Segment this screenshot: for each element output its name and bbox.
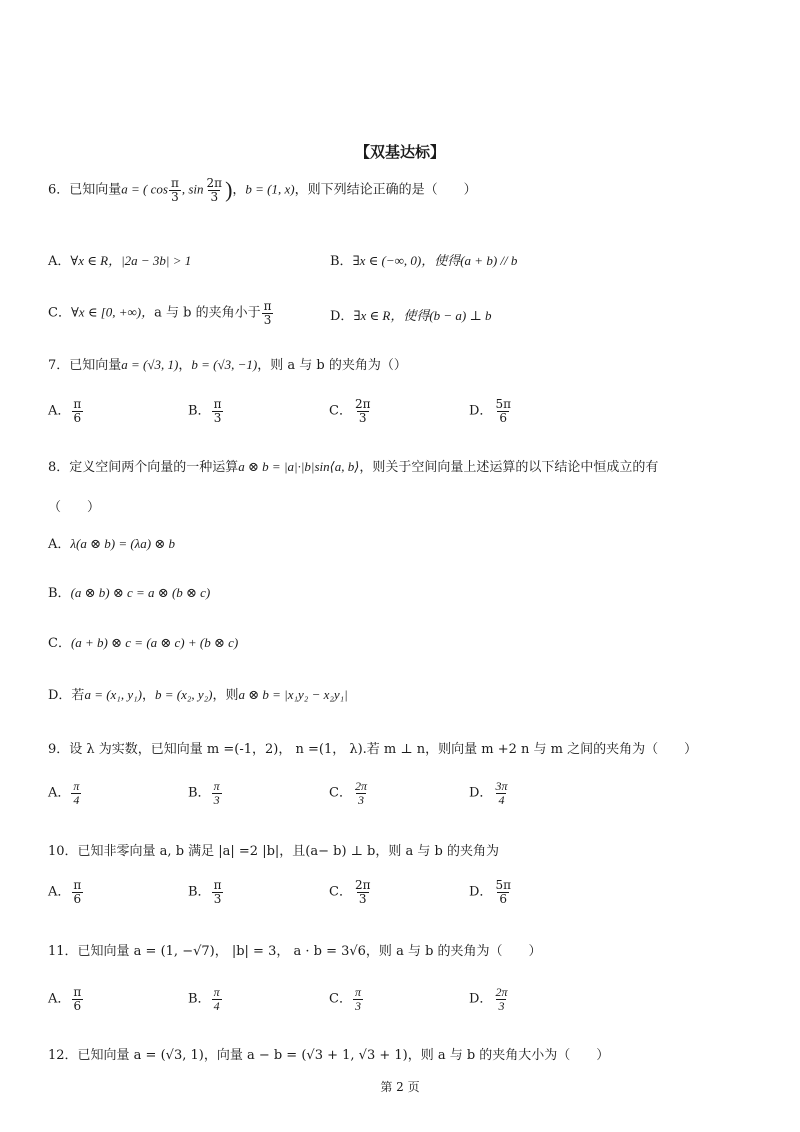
frac-num: π xyxy=(73,779,80,793)
frac-num: π xyxy=(213,397,222,411)
q11-option-a xyxy=(48,986,84,1012)
frac-den: 3 xyxy=(498,998,505,1013)
q8-answer-paren: （ ） xyxy=(48,500,101,515)
option-math: a 与 b 的夹角小于 xyxy=(154,305,261,321)
q7-vector-b: b = (√3, −1) xyxy=(191,357,258,372)
option-math: |2a − 3b| > 1 xyxy=(121,253,192,268)
option-frac xyxy=(353,780,369,806)
option-label: A． xyxy=(48,537,71,552)
frac-num: π xyxy=(73,397,82,411)
q8-option-b xyxy=(48,582,210,601)
option-label: D． xyxy=(469,991,493,1007)
q8-stem-text: 8．定义空间两个向量的一种运算 xyxy=(48,460,239,475)
q11-option-c xyxy=(329,986,364,1012)
option-frac xyxy=(353,879,373,905)
q8-option-a xyxy=(48,533,175,552)
q6-sep: ， xyxy=(232,182,246,198)
q11-option-b xyxy=(188,986,223,1012)
option-label: A． xyxy=(48,884,71,900)
option-math: (a + b) ⊗ c = (a ⊗ c) + (b ⊗ c) xyxy=(70,635,239,650)
q8-tail: ，则关于空间向量上述运算的以下结论中恒成立的有 xyxy=(359,460,659,475)
page-number: 第 2 页 xyxy=(380,1080,420,1094)
option-label: B． xyxy=(48,586,71,601)
frac-num: π xyxy=(170,176,179,190)
q6-option-a xyxy=(48,250,191,269)
frac-den: 4 xyxy=(73,792,80,807)
q9-option-d xyxy=(469,780,510,806)
option-label: D． xyxy=(469,884,493,900)
q6-vector-a: a = ( cos xyxy=(121,181,168,197)
frac-num: 2π xyxy=(354,397,371,411)
q6-frac-1 xyxy=(169,177,181,203)
q6-sin: , sin xyxy=(181,181,204,197)
frac-num: π xyxy=(213,779,220,793)
frac-num: 2π xyxy=(354,878,371,892)
frac-num: π xyxy=(213,985,220,999)
q6-option-c xyxy=(48,300,275,326)
option-text: ∃x ∈ R，使得 xyxy=(353,308,430,323)
frac-den: 3 xyxy=(210,189,219,204)
q6-option-b xyxy=(330,250,517,269)
q8-d-vector-b: b = (x₂, y₂) xyxy=(154,687,213,702)
option-frac xyxy=(353,398,373,424)
q6-vector-b: b = (1, x) xyxy=(245,181,295,197)
option-label: D． xyxy=(330,309,354,324)
option-label: D． xyxy=(469,403,493,419)
option-label: B． xyxy=(188,403,211,419)
frac-den: 3 xyxy=(354,998,361,1013)
frac-den: 4 xyxy=(498,792,505,807)
option-label: A． xyxy=(48,991,71,1007)
question-8-stem xyxy=(48,456,658,475)
frac-den: 4 xyxy=(213,998,220,1013)
section-title: 【双基达标】 xyxy=(354,143,445,161)
frac-num: π xyxy=(73,878,82,892)
option-label: D．若 xyxy=(48,688,85,703)
option-frac xyxy=(353,986,363,1012)
q8-option-c xyxy=(48,632,238,651)
q7-vector-a: a = (√3, 1) xyxy=(121,357,179,372)
option-math: (a + b) // b xyxy=(460,253,518,268)
frac-den: 6 xyxy=(73,998,82,1013)
option-text: ∃x ∈ (−∞, 0)，使得 xyxy=(352,253,461,268)
frac-den: 3 xyxy=(263,312,272,327)
option-text: ∀x ∈ [0, +∞)， xyxy=(70,304,155,320)
frac-num: 5π xyxy=(495,878,511,892)
question-12-stem: 12．已知向量 a = (√3, 1)，向量 a − b = (√3 + 1, √3 + 1)，则 a 与 b 的夹角大小为（ ） xyxy=(48,1048,610,1063)
frac-den: 6 xyxy=(73,410,82,425)
q8-d-then: ，则 xyxy=(212,688,239,703)
frac-den: 3 xyxy=(357,792,364,807)
option-frac xyxy=(212,986,222,1012)
q6-c-frac xyxy=(262,300,274,326)
q6-frac-2 xyxy=(205,177,225,203)
option-label: B． xyxy=(330,254,353,269)
q7-option-c xyxy=(329,398,373,424)
option-label: D． xyxy=(469,785,493,801)
frac-den: 3 xyxy=(213,410,222,425)
q7-stem-text: 7．已知向量 xyxy=(48,358,122,373)
frac-num: π xyxy=(354,985,361,999)
q9-option-c xyxy=(329,780,370,806)
q8-d-vector-a: a = (x₁, y₁) xyxy=(84,687,142,702)
frac-num: 2π xyxy=(206,176,223,190)
q7-sep: ， xyxy=(178,358,192,373)
q9-option-b xyxy=(188,780,223,806)
q8-d-sep: ， xyxy=(141,688,155,703)
option-label: A． xyxy=(48,785,71,801)
frac-den: 6 xyxy=(73,891,82,906)
q7-option-b xyxy=(188,398,224,424)
q8-option-d xyxy=(48,684,348,703)
option-frac xyxy=(212,780,222,806)
frac-den: 6 xyxy=(499,410,508,425)
option-frac xyxy=(71,879,83,905)
option-frac xyxy=(493,398,513,424)
q10-option-d xyxy=(469,879,514,905)
question-9-stem: 9．设 λ 为实数，已知向量 m =(-1，2)， n =(1， λ).若 m ⊥ n，则向量 m +2 n 与 m 之间的夹角为（ ） xyxy=(48,742,698,757)
frac-den: 3 xyxy=(358,891,367,906)
frac-den: 3 xyxy=(358,410,367,425)
frac-num: π xyxy=(263,299,272,313)
option-label: B． xyxy=(188,991,211,1007)
option-label: B． xyxy=(188,785,211,801)
option-math: (a ⊗ b) ⊗ c = a ⊗ (b ⊗ c) xyxy=(70,585,211,600)
frac-num: 2π xyxy=(354,779,367,793)
q10-option-c xyxy=(329,879,373,905)
q9-option-a xyxy=(48,780,82,806)
option-text: ∀x ∈ R， xyxy=(70,253,122,268)
option-frac xyxy=(71,398,83,424)
q8-operation: a ⊗ b = |a|·|b|sin⟨a, b⟩ xyxy=(238,459,360,474)
q6-close-paren: ) xyxy=(225,177,233,203)
question-11-stem: 11．已知向量 a = (1, −√7)， |b| = 3， a · b = 3√6，则 a 与 b 的夹角为（ ） xyxy=(48,944,542,959)
q6-option-d xyxy=(330,305,491,324)
frac-num: 2π xyxy=(495,985,508,999)
option-frac xyxy=(71,986,83,1012)
option-label: A． xyxy=(48,403,71,419)
option-math: (b − a) ⊥ b xyxy=(429,308,492,323)
q6-stem-text: 6．已知向量 xyxy=(48,182,122,198)
question-10-stem: 10．已知非零向量 a, b 满足 |a| =2 |b|，且(a− b) ⊥ b，则 a 与 b 的夹角为 xyxy=(48,844,499,859)
option-frac xyxy=(493,780,509,806)
option-frac xyxy=(493,986,509,1012)
question-7-stem xyxy=(48,354,407,373)
question-6-stem xyxy=(48,177,477,203)
frac-den: 3 xyxy=(213,891,222,906)
option-label: A． xyxy=(48,254,71,269)
q11-option-d xyxy=(469,986,510,1012)
frac-num: π xyxy=(213,878,222,892)
frac-den: 3 xyxy=(213,792,220,807)
option-frac xyxy=(493,879,513,905)
frac-num: π xyxy=(73,985,82,999)
option-math: λ(a ⊗ b) = (λa) ⊗ b xyxy=(70,536,176,551)
option-label: C． xyxy=(329,991,352,1007)
option-math: a ⊗ b = |x₁y₂ − x₂y₁| xyxy=(238,687,348,702)
option-label: C． xyxy=(329,785,352,801)
q6-tail: ，则下列结论正确的是（ ） xyxy=(294,182,477,198)
q10-option-a xyxy=(48,879,84,905)
option-frac xyxy=(212,879,224,905)
option-label: C． xyxy=(48,636,71,651)
q7-option-d xyxy=(469,398,514,424)
option-label: B． xyxy=(188,884,211,900)
option-frac xyxy=(212,398,224,424)
frac-den: 6 xyxy=(499,891,508,906)
frac-num: 3π xyxy=(495,779,508,793)
frac-num: 5π xyxy=(495,397,511,411)
option-label: C． xyxy=(48,305,71,321)
frac-den: 3 xyxy=(171,189,179,204)
q7-tail: ，则 a 与 b 的夹角为（） xyxy=(257,358,407,373)
option-label: C． xyxy=(329,884,352,900)
q10-option-b xyxy=(188,879,224,905)
option-label: C． xyxy=(329,403,352,419)
option-frac xyxy=(71,780,81,806)
q7-option-a xyxy=(48,398,84,424)
